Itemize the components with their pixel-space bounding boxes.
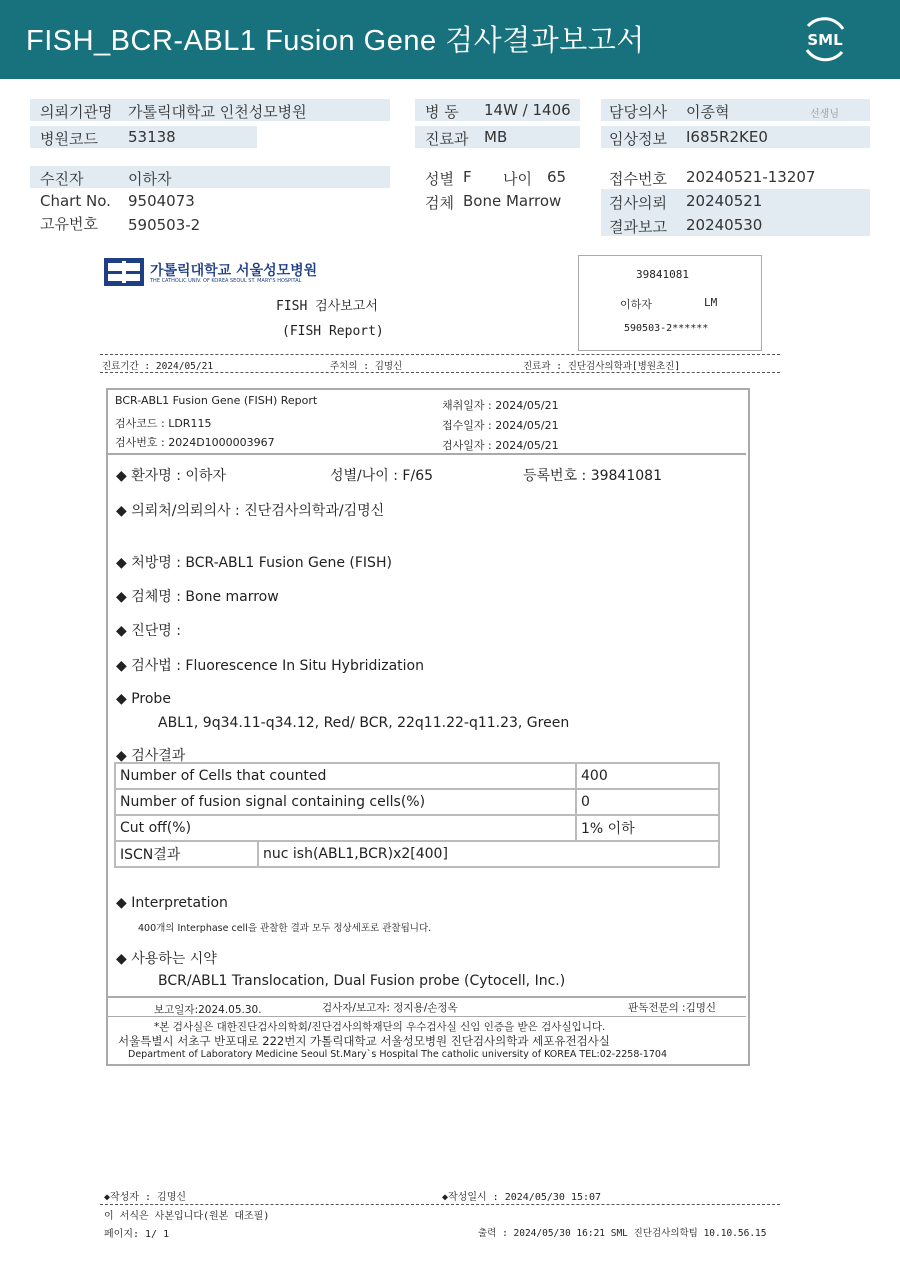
table-row	[115, 789, 719, 815]
report-form-subtitle: (FISH Report)	[282, 324, 384, 339]
attending-doctor: 주치의 : 김명신	[330, 361, 403, 372]
results-table	[114, 762, 720, 868]
doctor-suffix: 선생님	[810, 109, 839, 120]
requester-line: ◆ 의뢰처/의뢰의사 : 진단검사의학과/김명신	[116, 503, 385, 519]
age-label: 나이	[503, 170, 532, 188]
bar-patient	[30, 166, 390, 188]
chart-label: Chart No.	[40, 192, 111, 210]
iscn-value-cell: nuc ish(ABL1,BCR)x2[400]	[258, 841, 719, 867]
table-row	[115, 841, 719, 867]
test-code: 검사코드 : LDR115	[115, 417, 212, 430]
footer-copy-note: 이 서식은 사본입니다(원본 대조필)	[104, 1211, 270, 1222]
doctor-value: 이종혁	[686, 103, 730, 121]
specimen-value: Bone Marrow	[463, 192, 562, 210]
iscn-label-cell: ISCN결과	[115, 841, 258, 867]
box-name: 이하자	[620, 298, 652, 311]
address-en: Department of Laboratory Medicine Seoul St.Mary`s Hospital The catholic university of KOREA TEL:02-2258-1704	[128, 1049, 668, 1060]
footer-print-info: 출력 : 2024/05/30 16:21 SML 진단검사의학팀 10.10.56.15	[478, 1228, 767, 1239]
result-label-cell: Cut off(%)	[115, 815, 576, 841]
report-foot-divider	[108, 996, 746, 998]
received-date: 접수일자 : 2024/05/21	[442, 419, 559, 432]
footer-author: ◆작성자 : 김명신	[104, 1192, 187, 1203]
result-value: 20240530	[686, 216, 763, 234]
visit-separator	[100, 354, 780, 355]
method-line: ◆ 검사법 : Fluorescence In Situ Hybridization	[116, 658, 424, 674]
dept-label: 진료과	[425, 130, 469, 148]
visit-separator-bottom	[100, 372, 780, 373]
patient-label: 수진자	[40, 170, 84, 188]
id-label: 고유번호	[40, 215, 98, 233]
footer-separator	[100, 1204, 780, 1205]
ward-label: 병 동	[425, 103, 459, 121]
doctor-label: 담당의사	[609, 103, 667, 121]
report-name: BCR-ABL1 Fusion Gene (FISH) Report	[115, 394, 318, 407]
result-value-cell: 1% 이하	[576, 815, 719, 841]
hospital-logo-icon	[104, 258, 144, 286]
specimen-line: ◆ 검체명 : Bone marrow	[116, 589, 279, 605]
institution-value: 가톨릭대학교 인천성모병원	[128, 103, 307, 121]
result-value-cell: 400	[576, 763, 719, 789]
box-code: LM	[704, 296, 718, 309]
hospital-name: 가톨릭대학교 서울성모병원	[150, 263, 318, 279]
age-value: 65	[547, 168, 567, 186]
test-number: 검사번호 : 2024D1000003967	[115, 436, 275, 449]
report-date: 보고일자:2024.05.30.	[154, 1004, 262, 1016]
hospital-code-label: 병원코드	[40, 130, 98, 148]
result-label-cell: Number of Cells that counted	[115, 763, 576, 789]
report-head-divider	[108, 453, 746, 455]
report-form-title: FISH 검사보고서	[276, 299, 378, 314]
dept-value: MB	[484, 128, 508, 146]
interpretation-line: ◆ Interpretation	[116, 895, 228, 911]
diagnosis-line: ◆ 진단명 :	[116, 623, 181, 639]
results-line: ◆ 검사결과	[116, 748, 186, 764]
interpretation-text: 400개의 Interphase cell을 관찰한 결과 모두 정상세포로 관찰됩니다.	[138, 923, 432, 934]
probe-detail: ABL1, 9q34.11-q34.12, Red/ BCR, 22q11.22-q11.23, Green	[158, 715, 570, 731]
report-header-bar	[0, 0, 900, 79]
department: 진료과 : 진단검사의학과[병원초진]	[523, 361, 681, 372]
address-kr: 서울특별시 서초구 반포대로 222번지 가톨릭대학교 서울성모병원 진단검사의학과 세포유전검사실	[118, 1034, 610, 1048]
id-value: 590503-2	[128, 216, 201, 234]
tested-date: 검사일자 : 2024/05/21	[442, 439, 559, 452]
table-row	[115, 763, 719, 789]
ward-value: 14W / 1406	[484, 101, 571, 119]
certified-note: *본 검사실은 대한진단검사의학회/진단검사의학재단의 우수검사실 신임 인증을 받은 검사실입니다.	[154, 1021, 606, 1033]
table-row	[115, 815, 719, 841]
request-label: 검사의뢰	[609, 194, 667, 212]
footer-page: 페이지: 1/ 1	[104, 1229, 170, 1240]
hospital-code-value: 53138	[128, 128, 176, 146]
box-number: 39841081	[636, 268, 689, 281]
result-value-cell: 0	[576, 789, 719, 815]
signature-divider	[108, 1016, 746, 1017]
chart-value: 9504073	[128, 192, 195, 210]
receipt-label: 접수번호	[609, 170, 667, 188]
result-label: 결과보고	[609, 218, 667, 236]
box-id: 590503-2******	[624, 323, 709, 334]
order-line: ◆ 처방명 : BCR-ABL1 Fusion Gene (FISH)	[116, 555, 392, 571]
reagent-line: ◆ 사용하는 시약	[116, 951, 217, 967]
sexage-line: 성별/나이 : F/65	[330, 468, 434, 484]
reviewer: 판독전문의 :김명신	[628, 1002, 717, 1014]
hospital-name-en: THE CATHOLIC UNIV. OF KOREA SEOUL ST. MARY'S HOSPITAL	[150, 278, 302, 284]
visit-period: 진료기간 : 2024/05/21	[102, 361, 214, 372]
specimen-label: 검체	[425, 194, 454, 212]
footer-written: ◆작성일시 : 2024/05/30 15:07	[442, 1192, 602, 1203]
reagent-text: BCR/ABL1 Translocation, Dual Fusion probe (Cytocell, Inc.)	[158, 973, 566, 989]
clinical-label: 임상정보	[609, 130, 667, 148]
report-title: FISH_BCR-ABL1 Fusion Gene 검사결과보고서	[26, 25, 645, 57]
clinical-value: I685R2KE0	[686, 128, 768, 146]
receipt-value: 20240521-13207	[686, 168, 816, 186]
probe-line: ◆ Probe	[116, 691, 171, 707]
examiners: 검사자/보고자: 정지용/손정옥	[322, 1002, 458, 1014]
logo-text: SML	[807, 31, 843, 49]
sex-label: 성별	[425, 170, 454, 188]
sml-logo-icon	[798, 12, 852, 66]
collected-date: 채취일자 : 2024/05/21	[442, 399, 559, 412]
patient-line: ◆ 환자명 : 이하자	[116, 468, 226, 484]
request-value: 20240521	[686, 192, 763, 210]
sex-value: F	[463, 168, 472, 186]
patient-value: 이하자	[128, 170, 172, 188]
result-label-cell: Number of fusion signal containing cells(%)	[115, 789, 576, 815]
institution-label: 의뢰기관명	[40, 103, 113, 121]
regno-line: 등록번호 : 39841081	[523, 468, 662, 484]
